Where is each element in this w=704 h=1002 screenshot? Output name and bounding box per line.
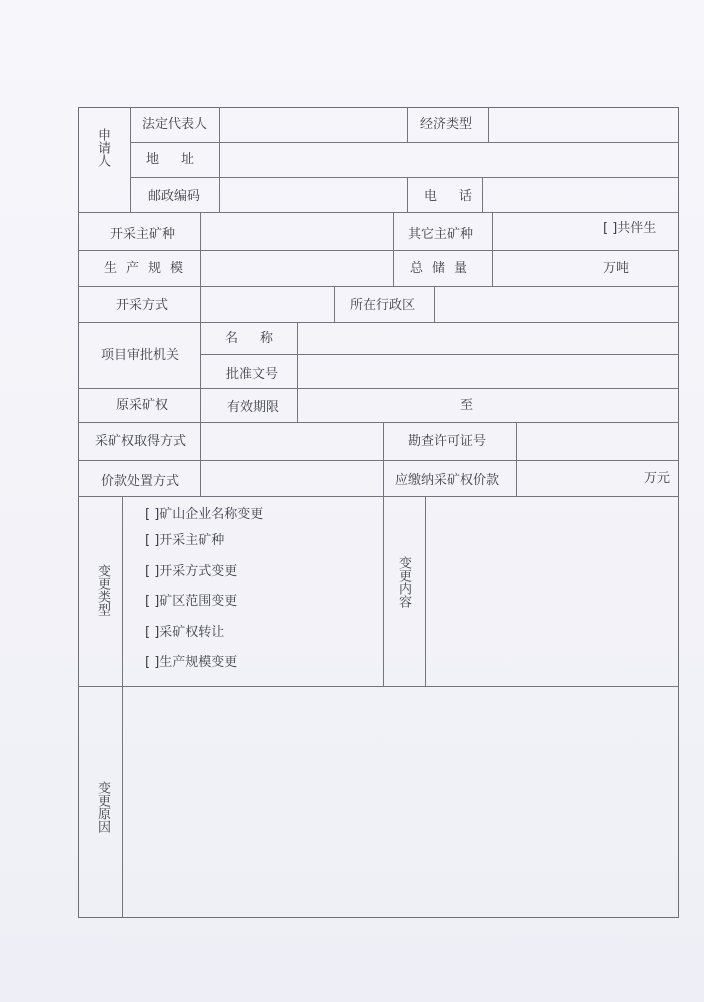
rule: [122, 496, 123, 918]
change-reason-header: 变更原因: [95, 781, 110, 833]
rule: [78, 250, 679, 251]
rule: [407, 177, 408, 212]
rule: [383, 422, 384, 496]
rule: [425, 496, 426, 686]
option-main-mineral[interactable]: [ ]开采主矿种: [145, 533, 225, 548]
total-reserves-label: 总储量: [410, 261, 477, 276]
change-type-header: 变更类型: [95, 564, 110, 616]
rule: [488, 107, 489, 142]
option-area[interactable]: [ ]矿区范围变更: [145, 594, 238, 609]
admin-region-label: 所在行政区: [350, 298, 416, 313]
phone-label: 电话: [424, 189, 495, 204]
rule: [200, 212, 201, 286]
payable-unit: 万元: [644, 471, 671, 486]
original-right-label: 原采矿权: [116, 398, 169, 413]
rule: [78, 212, 679, 213]
authority-label: 项目审批机关: [101, 348, 180, 363]
rule: [516, 422, 517, 496]
postal-code-label: 邮政编码: [148, 189, 201, 204]
rule: [130, 107, 131, 212]
validity-label: 有效期限: [227, 400, 280, 415]
authority-name-label: 名称: [225, 331, 296, 346]
rule: [434, 286, 435, 322]
doc-no-label: 批准文号: [226, 367, 279, 382]
option-scale[interactable]: [ ]生产规模变更: [145, 655, 238, 670]
rule: [78, 460, 679, 461]
rule: [78, 322, 679, 323]
other-mineral-label: 其它主矿种: [408, 227, 474, 242]
rule: [78, 422, 679, 423]
rule: [200, 286, 201, 322]
main-mineral-label: 开采主矿种: [110, 227, 176, 242]
rule: [200, 322, 201, 422]
rule: [407, 107, 408, 142]
option-company-name[interactable]: [ ]矿山企业名称变更: [145, 507, 264, 522]
pricing-label: 价款处置方式: [101, 474, 180, 489]
rule: [297, 322, 298, 422]
rule: [130, 142, 679, 143]
change-content-header: 变更内容: [396, 556, 411, 608]
applicant-header: 申请人: [95, 128, 110, 167]
address-label: 地址: [146, 152, 217, 167]
method-label: 开采方式: [116, 298, 169, 313]
rule: [78, 496, 679, 497]
rule: [200, 354, 679, 355]
economic-type-label: 经济类型: [420, 117, 473, 132]
rule: [130, 177, 679, 178]
rule: [219, 107, 220, 212]
associated-checkbox[interactable]: [ ]共伴生: [603, 221, 657, 236]
rule: [78, 686, 679, 687]
acquisition-method-label: 采矿权取得方式: [95, 434, 187, 449]
reserves-unit: 万吨: [603, 261, 630, 276]
rule: [200, 422, 201, 496]
option-method[interactable]: [ ]开采方式变更: [145, 564, 238, 579]
rule: [393, 212, 394, 286]
option-transfer[interactable]: [ ]采矿权转让: [145, 625, 225, 640]
rule: [383, 496, 384, 686]
validity-to: 至: [460, 398, 474, 413]
rule: [78, 388, 679, 389]
rule: [78, 286, 679, 287]
scale-label: 生产规模: [104, 261, 193, 276]
exploration-cert-label: 勘查许可证号: [408, 434, 487, 449]
rule: [334, 286, 335, 322]
payable-label: 应缴纳采矿权价款: [395, 473, 500, 488]
legal-rep-label: 法定代表人: [142, 117, 208, 132]
rule: [492, 212, 493, 286]
